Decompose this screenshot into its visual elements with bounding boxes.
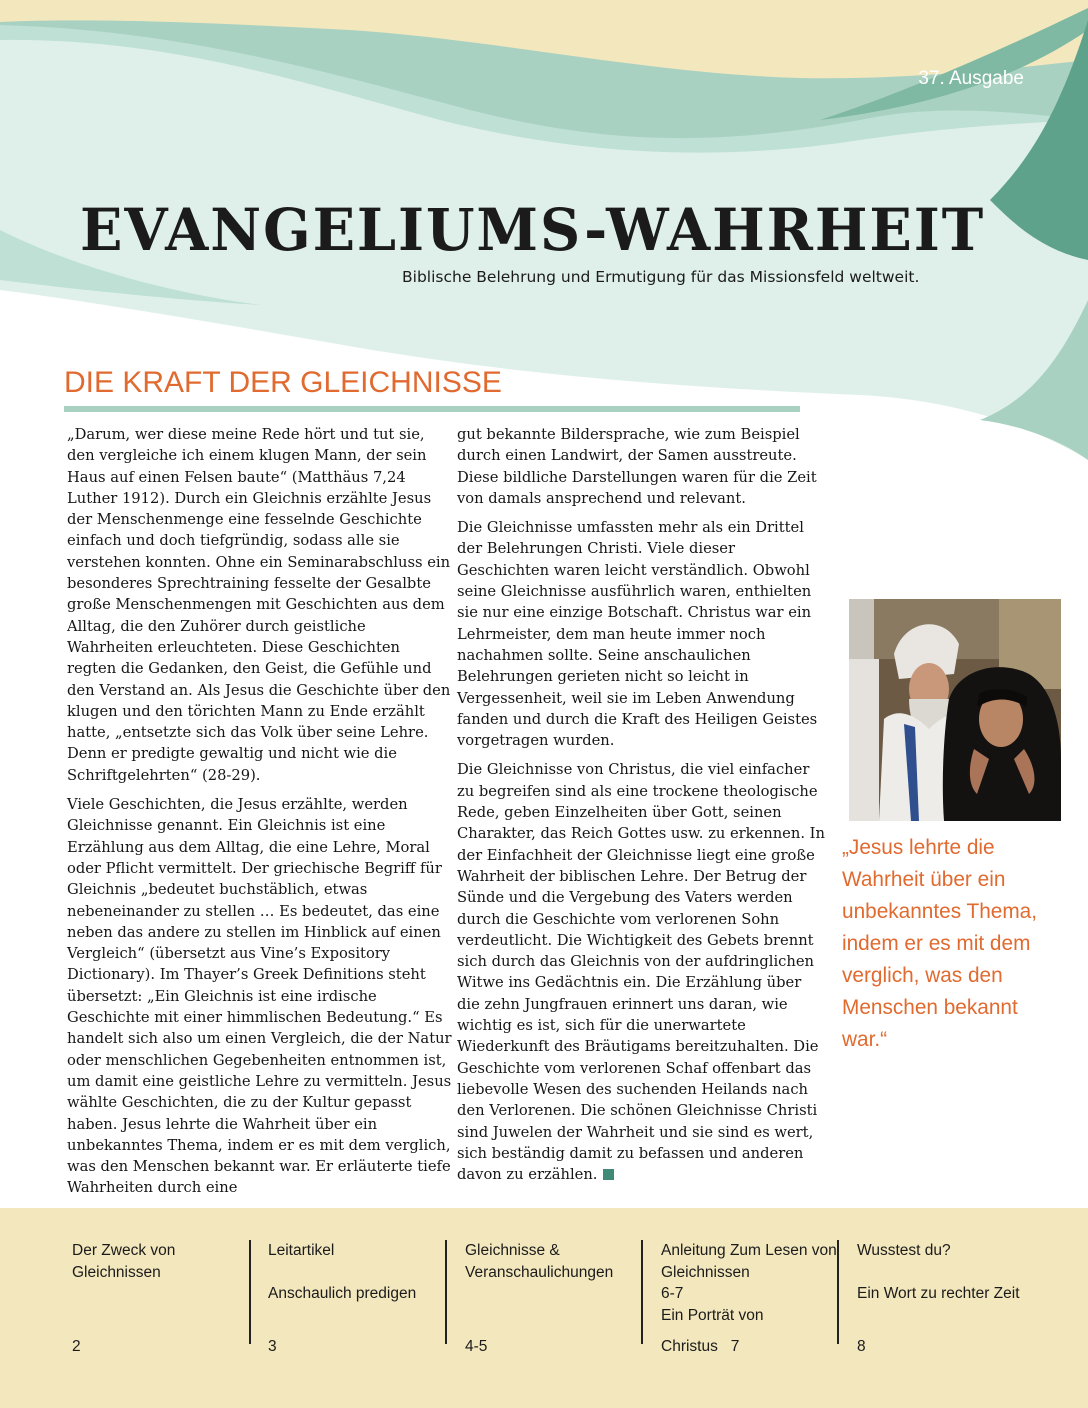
toc-page: 3 [268,1338,277,1356]
article-paragraph: Viele Geschichten, die Jesus erzählte, werden Gleichnisse genannt. Ein Gleichnis ist eine Erzählung aus dem Alltag, die eine Lehre, Moral oder Pflicht vermittelt. Der griechische Begriff für Gleichnis „bedeutet buchstäblich, etwas nebeneinander zu stellen … Es bedeutet, das eine neben das andere zu stellen im Hinblick auf einen Vergleich“ (übersetzt aus Vine’s Expository Dictionary). Im Thayer’s Greek Definitions steht übersetzt: „Ein Gleichnis ist eine irdische Geschichte mit einer himmlischen Bedeutung.“ Es handelt sich also um einen Vergleich, die der Natur oder menschlichen Gegebenheiten entnommen ist, um damit eine geistliche Lehre zu vermitteln. Jesus wählte Geschichten, die zu der Kultur gepasst haben. Jesus lehrte die Wahrheit über ein unbekanntes Thema, indem er es mit dem verglich, was den Menschen bekannt war. Er erläuterte tiefe Wahrheiten durch eine [67,796,452,1197]
toc-subtitle: Ein Wort zu rechter Zeit [857,1285,1020,1303]
toc-title: Anleitung Zum Lesen von Gleichnissen [661,1242,837,1281]
toc-item-4[interactable] [661,1240,841,1358]
toc-item-2[interactable] [268,1240,448,1358]
masthead-tagline: Biblische Belehrung und Ermutigung für das Missionsfeld weltweit. [402,268,920,286]
article-paragraph: Die Gleichnisse umfassten mehr als ein Drittel der Belehrungen Christi. Viele dieser Geschichten waren leicht verständlich. Obwohl seine Gleichnisse ausführlich waren, enthielten sie nur eine einzige Botschaft. Christus war ein Lehrmeister, dem man heute immer noch nachahmen sollte. Seine anschaulichen Belehrungen gerieten nicht so leicht in Vergessenheit, weil sie im Leben Anwendung fanden und durch die Kraft des Heiligen Geistes vorgetragen wurden. [457,519,818,750]
article-column-2 [457,424,825,1193]
toc-item-1[interactable] [72,1240,252,1358]
toc-page: 4-5 [465,1338,488,1356]
toc-page: 2 [72,1338,81,1356]
toc-title: Leitartikel [268,1242,335,1259]
toc-item-5[interactable] [857,1240,1037,1358]
title-divider [64,406,800,412]
toc-title-page: 6-7 [661,1285,684,1303]
article-column-1 [67,424,453,1207]
article-paragraph-text: Die Gleichnisse von Christus, die viel einfacher zu begreifen sind als eine trockene theologische Rede, geben Einzelheiten über Gott, seinen Charakter, das Reich Gottes usw. zu erkennen. In der Einfachheit der Gleichnisse liegt eine große Wahrheit der biblischen Lehre. Der Betrug der Sünde und die Vergebung des Vaters werden durch die Geschichte vom verlorenen Sohn verdeutlicht. Die Wichtigkeit des Gebets brennt sich durch das Gleichnis von der aufdringlichen Witwe ins Gedächtnis ein. Die Erzählung über die zehn Jungfrauen erinnert uns daran, wie wichtig es ist, sich für die unerwartete Wiederkunft des Bräutigams bereitzuhalten. Die Geschichte vom verlorenen Schaf offenbart das liebevolle Wesen des suchenden Heilands nach den Verlorenen. Die schönen Gleichnisse Christi sind Juwelen der Wahrheit und sie sind es wert, sich beständig damit zu befassen und anderen davon zu erzählen. [457,761,825,1184]
issue-number: 37. Ausgabe [918,68,1024,89]
toc-item-3[interactable] [465,1240,645,1358]
toc-divider [641,1240,643,1344]
masthead-title: EVANGELIUMS-WAHRHEIT [80,196,986,264]
pull-quote: „Jesus lehrte die Wahrheit über ein unbekanntes Thema, indem er es mit dem verglich, was den Menschen bekannt war.“ [842,836,1038,1051]
end-of-article-mark [603,1169,614,1180]
footer-table-of-contents [0,1208,1088,1408]
article-photo [849,599,1061,821]
toc-title: Der Zweck von Gleichnissen [72,1242,176,1281]
toc-subtitle: Anschaulich predigen [268,1285,417,1303]
toc-divider [837,1240,839,1344]
toc-title: Wusstest du? [857,1242,951,1259]
toc-page: 8 [857,1338,866,1356]
toc-page: Christus 7 [661,1338,740,1356]
toc-subtitle: Ein Porträt von [661,1306,764,1324]
toc-divider [445,1240,447,1344]
article-paragraph-last [457,759,825,1185]
article-paragraph: gut bekannte Bildersprache, wie zum Beispiel durch einen Landwirt, der Samen ausstreute. Diese bildliche Darstellungen waren für die Zeit von damals ansprechend und relevant. [457,426,817,507]
toc-divider [249,1240,251,1344]
toc-title: Gleichnisse & Veranschaulichungen [465,1242,614,1281]
article-paragraph: „Darum, wer diese meine Rede hört und tut sie, den vergleiche ich einem klugen Mann, der sein Haus auf einen Felsen baute“ (Matthäus 7,24 Luther 1912). Durch ein Gleichnis erzählte Jesus der Menschenmenge eine fesselnde Geschichte einfach und doch tiefgründig, sodass alle sie verstehen konnten. Ohne ein Seminarabschluss ein besonderes Sprechtraining fesselte der Gesalbte große Menschenmengen mit Geschichten aus dem Alltag, die den Zuhörer durch geistliche Wahrheiten erleuchteten. Diese Geschichten regten die Gedanken, den Geist, die Gefühle und den Verstand an. Als Jesus die Geschichte über den klugen und den törichten Mann zu Ende erzählt hatte, „entsetzte sich das Volk über seine Lehre. Denn er predigte gewaltig und nicht wie die Schriftgelehrten“ (28-29). [67,426,451,784]
article-title: DIE KRAFT DER GLEICHNISSE [64,366,502,399]
